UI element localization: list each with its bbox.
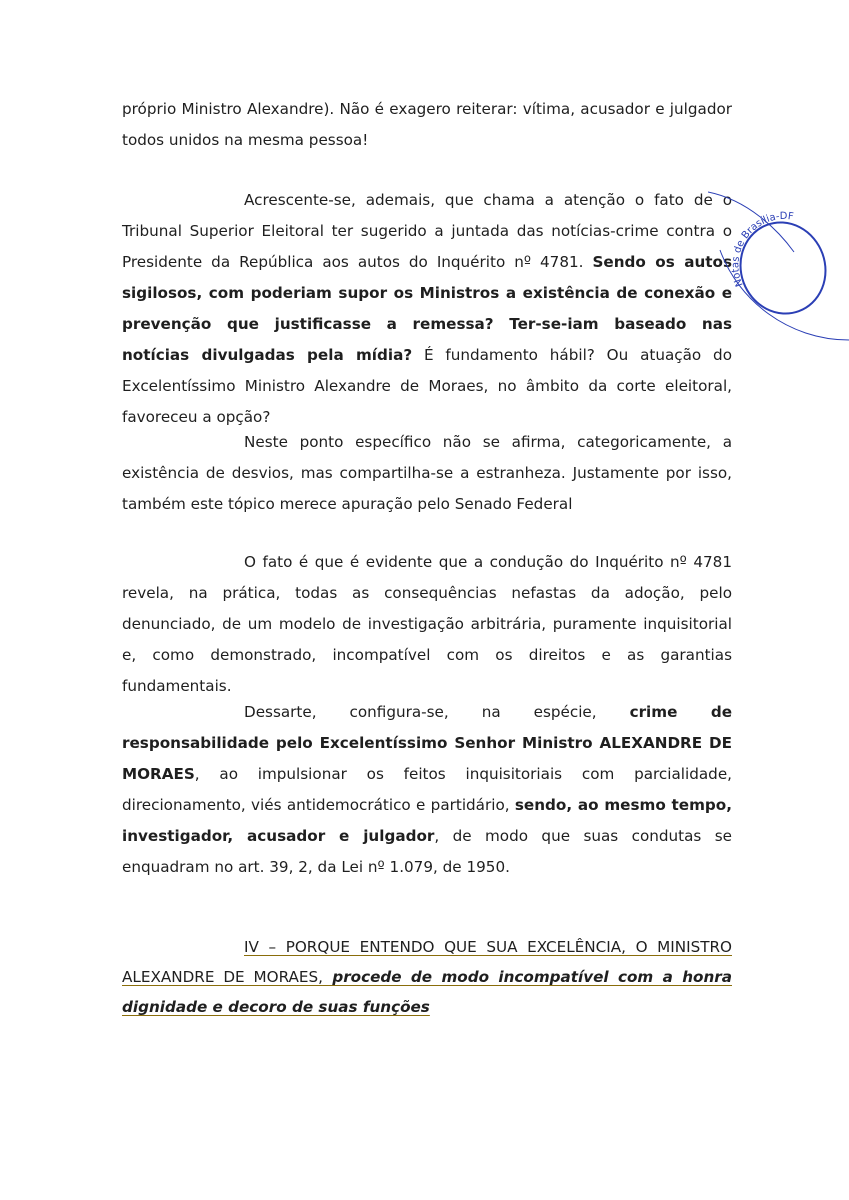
paragraph-text: Dessarte, configura-se, na espécie, [244, 703, 630, 721]
paragraph-strangeness [122, 427, 732, 520]
bold-question: Sendo os autos sigilosos, com poderiam supor os Ministros a existência de conexão e prevenção que justificasse a remessa? Ter-se-iam baseado nas notícias divulgadas pela mídia? [122, 253, 732, 364]
paragraph-conclusion [122, 697, 732, 883]
notary-stamp [708, 190, 849, 350]
notary-stamp-graphic [708, 190, 849, 350]
paragraph-continuation [122, 94, 732, 156]
paragraph-text: , de modo que suas condutas se enquadram no art. 39, 2, da Lei nº 1.079, de 1950. [122, 827, 732, 876]
paragraph-text: Acrescente-se, ademais, que chama a atenção o fato de o Tribunal Superior Eleitoral ter sugerido a juntada das notícias-crime contra o Presidente da República aos autos do Inquérito nº 4781. [122, 191, 732, 271]
bold-crime-statement: crime de responsabilidade pelo Excelentíssimo Senhor Ministro ALEXANDRE DE MORAES [122, 703, 732, 783]
paragraph-text: , ao impulsionar os feitos inquisitoriais com parcialidade, direcionamento, viés antidemocrático e partidário, [122, 765, 732, 814]
paragraph-inquiry-conduct [122, 547, 732, 702]
paragraph-text: É fundamento hábil? Ou atuação do Excelentíssimo Ministro Alexandre de Moraes, no âmbito da corte eleitoral, favoreceu a opção? [122, 346, 732, 426]
paragraph-text: Neste ponto específico não se afirma, categoricamente, a existência de desvios, mas compartilha-se a estranheza. Justamente por isso, também este tópico merece apuração pelo Senado Federal [122, 433, 732, 513]
section-heading-italic: procede de modo incompatível com a honra dignidade e decoro de suas funções [122, 968, 732, 1016]
paragraph-text: O fato é que é evidente que a condução do Inquérito nº 4781 revela, na prática, todas as consequências nefastas da adoção, pelo denunciado, de um modelo de investigação arbitrária, puramente inquisitorial e, como demonstrado, incompatível com os direitos e as garantias fundamentais. [122, 553, 732, 695]
bold-role-statement: sendo, ao mesmo tempo, investigador, acusador e julgador [122, 796, 732, 845]
paragraph-tse-suggestion [122, 185, 732, 433]
section-heading [122, 932, 732, 1022]
stamp-text: Notas de Brasília-DF [730, 210, 795, 289]
section-heading-plain: IV – PORQUE ENTENDO QUE SUA EXCELÊNCIA, O MINISTRO ALEXANDRE DE MORAES, [122, 938, 732, 986]
paragraph-text: próprio Ministro Alexandre). Não é exagero reiterar: vítima, acusador e julgador todos unidos na mesma pessoa! [122, 100, 732, 149]
